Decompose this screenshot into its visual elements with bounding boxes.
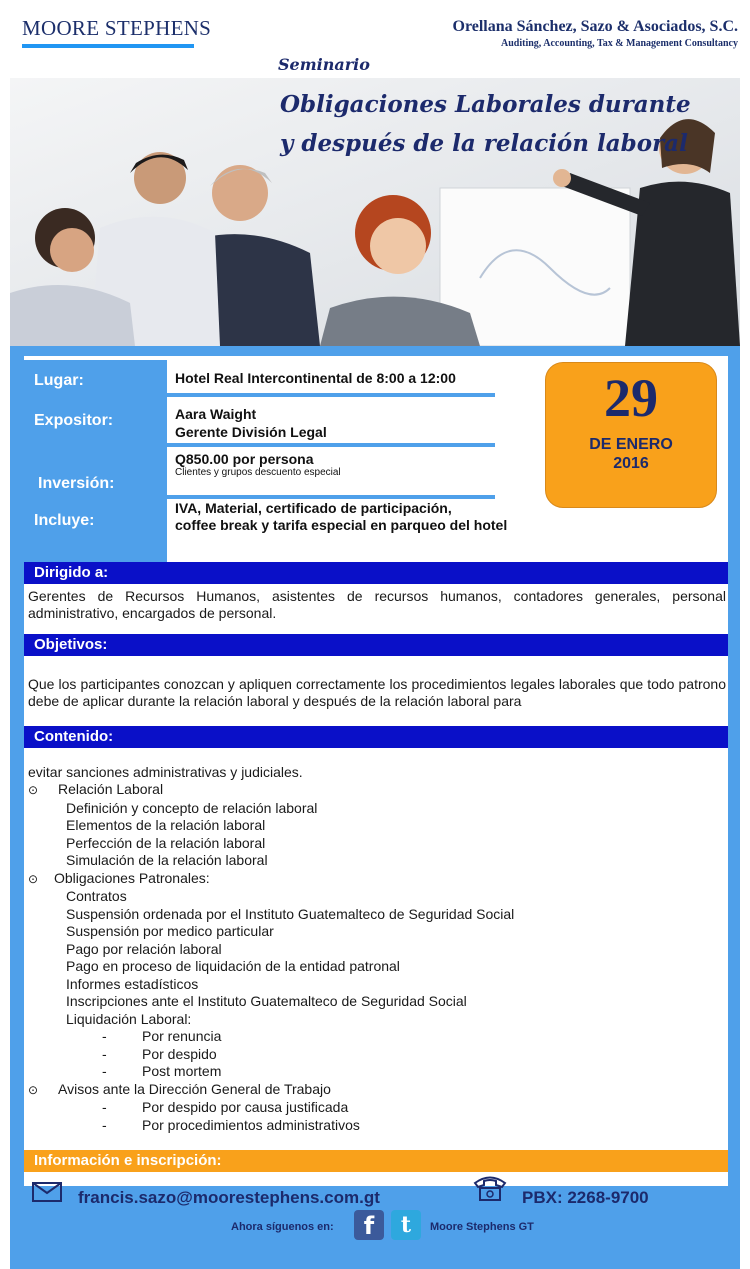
facebook-icon[interactable]: f: [354, 1210, 384, 1240]
lugar-label: Lugar:: [34, 372, 84, 389]
inversion-note: Clientes y grupos descuento especial: [175, 467, 341, 478]
seminar-title-line2: y después de la relación laboral: [280, 130, 688, 157]
inversion-value: [175, 451, 341, 478]
hero-photo: [10, 55, 740, 346]
list-item: Pago en proceso de liquidación de la entidad patronal: [66, 958, 400, 974]
contenido-intro: evitar sanciones administrativas y judiciales.: [28, 764, 303, 780]
list-item: Inscripciones ante el Instituto Guatemalteco de Seguridad Social: [66, 993, 467, 1009]
inversion-price: Q850.00 por persona: [175, 451, 314, 467]
bullet-icon: ⊙: [28, 1082, 39, 1097]
bullet-icon: ⊙: [28, 871, 39, 886]
info-label-column: [24, 360, 167, 564]
follow-label: Ahora síguenos en:: [231, 1221, 334, 1233]
seminar-kicker: Seminario: [278, 55, 370, 74]
row-separator: [167, 443, 495, 447]
content-card: [24, 356, 728, 1186]
list-item: ⊙ Obligaciones Patronales:: [28, 870, 514, 889]
list-item: - Por renuncia: [102, 1028, 222, 1044]
social-handle: Moore Stephens GT: [430, 1221, 534, 1233]
objetivos-heading: Objetivos:: [24, 634, 728, 656]
incluye-line2: coffee break y tarifa especial en parqueo del hotel: [175, 517, 508, 533]
incluye-label: Incluye:: [34, 512, 95, 529]
firm-header: [453, 18, 739, 49]
envelope-icon: [32, 1182, 62, 1202]
inversion-label: Inversión:: [38, 475, 115, 492]
contact-phone[interactable]: PBX: 2268-9700: [522, 1188, 649, 1207]
list-item: Suspensión por medico particular: [66, 923, 274, 939]
list-item: Elementos de la relación laboral: [66, 817, 266, 833]
twitter-icon[interactable]: t: [391, 1210, 421, 1240]
seminar-title-line1: Obligaciones Laborales durante: [280, 91, 691, 118]
firm-name: Orellana Sánchez, Sazo & Asociados, S.C.: [452, 18, 738, 35]
list-item: ⊙ Avisos ante la Dirección General de Trabajo: [28, 1081, 514, 1100]
list-item: ⊙ Relación Laboral: [28, 781, 514, 800]
incluye-line1: IVA, Material, certificado de participación,: [175, 500, 452, 516]
info-registration-heading: Información e inscripción:: [24, 1150, 728, 1172]
expositor-name: Aara Waight: [175, 406, 257, 422]
phone-icon: [472, 1174, 508, 1202]
list-item: Liquidación Laboral:: [66, 1010, 192, 1027]
expositor-value: [175, 405, 327, 441]
bullet-icon: ⊙: [28, 783, 39, 797]
row-separator: [167, 393, 495, 397]
list-item: - Por despido por causa justificada: [102, 1099, 349, 1115]
list-item: Simulación de la relación laboral: [66, 852, 268, 868]
contenido-list: [28, 781, 514, 1134]
list-item: - Por despido: [102, 1045, 217, 1062]
date-year: 2016: [613, 455, 649, 473]
contenido-heading: Contenido:: [24, 726, 728, 748]
expositor-label: Expositor:: [34, 412, 114, 429]
date-month: DE ENERO: [589, 436, 673, 453]
dirigido-text: Gerentes de Recursos Humanos, asistentes de recursos humanos, contadores generales, personal administrativo, encargados de personal.: [28, 588, 726, 621]
logo-underline: [22, 44, 194, 48]
list-item: Suspensión ordenada por el Instituto Guatemalteco de Seguridad Social: [66, 905, 515, 922]
list-item: Contratos: [66, 888, 127, 904]
row-separator: [167, 495, 495, 499]
objetivos-text: Que los participantes conozcan y apliquen correctamente los procedimientos legales laborales que todo patrono debe de aplicar durante la relación laboral y después de la relación laboral para: [28, 676, 726, 709]
seminar-photo-illustration: [10, 78, 740, 346]
firm-tagline: Auditing, Accounting, Tax & Management Consultancy: [501, 38, 738, 49]
list-item: Definición y concepto de relación laboral: [66, 799, 318, 816]
list-item: - Post mortem: [102, 1063, 222, 1079]
content-panel: [10, 346, 740, 1269]
date-day: 29: [604, 368, 658, 428]
list-item: Pago por relación laboral: [66, 940, 222, 957]
lugar-value: Hotel Real Intercontinental de 8:00 a 12:00: [175, 370, 456, 386]
incluye-value: [175, 500, 507, 534]
list-item: - Por procedimientos administrativos: [102, 1116, 360, 1133]
dirigido-heading: Dirigido a:: [24, 562, 728, 584]
list-item: Perfección de la relación laboral: [66, 834, 266, 851]
moore-stephens-logo: MOORE STEPHENS: [22, 16, 212, 40]
expositor-role: Gerente División Legal: [175, 424, 327, 440]
contact-email[interactable]: francis.sazo@moorestephens.com.gt: [78, 1188, 380, 1207]
list-item: Informes estadísticos: [66, 975, 199, 992]
date-badge: [545, 362, 717, 508]
